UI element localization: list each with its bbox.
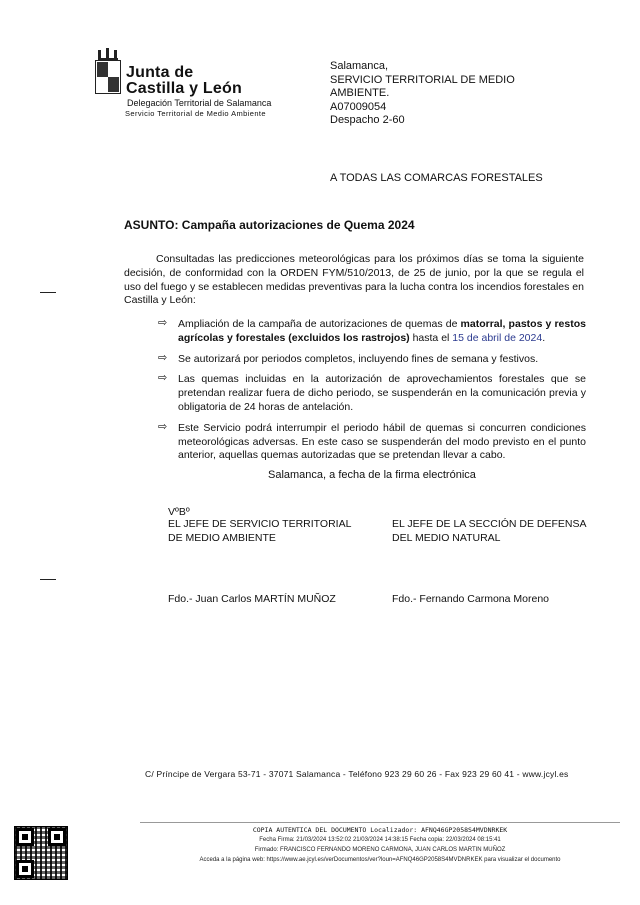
visto-bueno: VºBº [168,506,190,518]
intro-paragraph [124,253,584,308]
margin-mark [40,292,56,293]
signer-title-1: EL JEFE DE SERVICIO TERRITORIAL DE MEDIO AMBIENTE [168,518,352,544]
arrow-right-icon: ⇨ [158,351,168,364]
list-item: ⇨ Las quemas incluidas en la autorización de aprovechamientos forestales que se pretendan realizar fuera de dicho periodo, se suspenderán en la comunicación previa y obligatoria de 24 horas de antelación. [158,372,586,413]
brand-line-2: Castilla y León [126,80,242,97]
margin-mark [40,579,56,580]
asunto: ASUNTO: Campaña autorizaciones de Quema 2024 [124,218,415,232]
copia-autentica: COPIA AUTENTICA DEL DOCUMENTO Localizador: AFNQ46GP2058S4MVDNRKEK [252,826,508,834]
list-item: ⇨ Ampliación de la campaña de autorizaciones de quemas de matorral, pastos y restos agrícolas y forestales (excluidos los rastrojos) hasta el 15 de abril de 2024. [158,317,586,344]
firmado-por: Firmado: FRANCISCO FERNANDO MORENO CARMONA, JUAN CARLOS MARTIN MUÑOZ [254,847,506,853]
signer-name-1: Fdo.- Juan Carlos MARTÍN MUÑOZ [168,593,336,605]
bullet-list [158,318,586,470]
sender-line: SERVICIO TERRITORIAL DE MEDIO [330,73,515,86]
footer-address: C/ Príncipe de Vergara 53-71 - 37071 Salamanca - Teléfono 923 29 60 26 - Fax 923 29 60 41 - www.jcyl.es [145,769,569,779]
list-item: ⇨ Se autorizará por periodos completos, incluyendo fines de semana y festivos. [158,351,539,365]
crown-icon [98,48,118,60]
servicio: Servicio Territorial de Medio Ambiente [125,109,266,118]
list-item: ⇨ Este Servicio podrá interrumpir el periodo hábil de quemas si concurren condiciones meteorológicas adversas. En este caso se suspenderán del modo previsto en el punto anterior, aquellas quemas autorizadas que se pretendan llevar a cabo. [158,420,586,462]
arrow-right-icon: ⇨ [158,317,168,329]
lugar-fecha: Salamanca, a fecha de la firma electrónica [268,469,476,481]
fechas-firma: Fecha Firma: 21/03/2024 13:52:02 21/03/2024 14:38:15 Fecha copia: 22/03/2024 08:15:41 [259,837,501,843]
destinatario: A TODAS LAS COMARCAS FORESTALES [330,172,543,184]
sender-block [330,60,515,128]
qr-code-icon [14,826,68,880]
sender-line: A07009054 [330,100,387,113]
sender-line: AMBIENTE. [330,87,390,99]
signer-name-2: Fdo.- Fernando Carmona Moreno [392,593,549,605]
arrow-right-icon: ⇨ [158,372,168,385]
intro-text: Consultadas las predicciones meteorológicas para los próximos días se toma la siguiente decisión, de conformidad con la ORDEN FYM/510/2013, de 25 de junio, por la que se regula el uso del fuego y se establecen medidas preventivas para la lucha contra los incendios forestales en Castilla y León: [124,253,584,307]
signer-title-2: EL JEFE DE LA SECCIÓN DE DEFENSA DEL MEDIO NATURAL [392,518,586,544]
footer-divider [140,822,620,823]
sender-line: Salamanca, [330,60,389,72]
coat-of-arms-icon [95,60,121,94]
arrow-right-icon: ⇨ [158,420,168,433]
sender-line: Despacho 2-60 [330,114,405,126]
acceda-link[interactable]: Acceda a la página web: https://www.ae.jcyl.es/verDocumentos/ver?loun=AFNQ46GP2058S4MVDNRKEK para visualizar el documento [199,857,561,863]
brand-line-1: Junta de [126,64,194,81]
delegacion: Delegación Territorial de Salamanca [127,98,272,108]
